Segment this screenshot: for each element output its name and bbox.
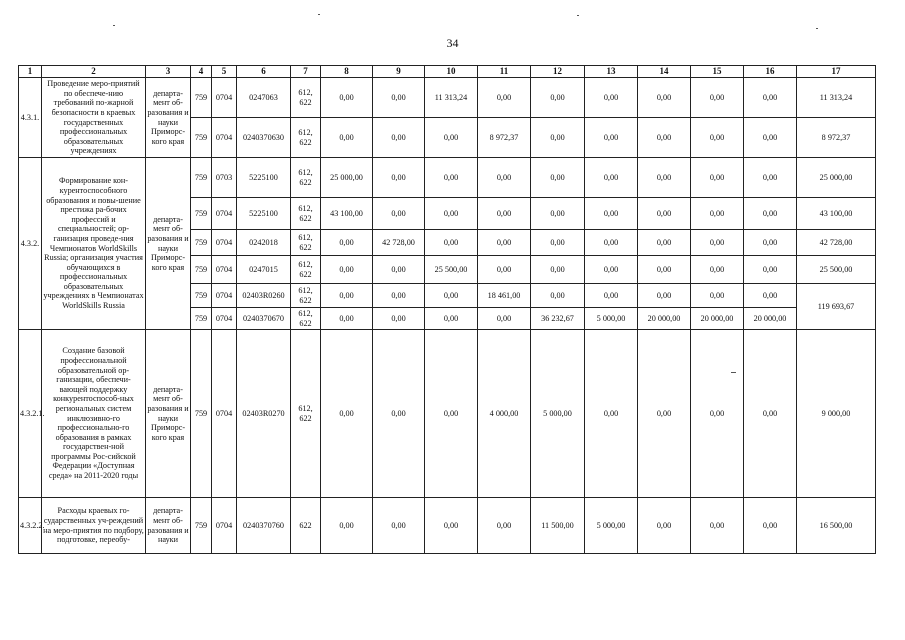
amount-cell: 0,00 [478, 308, 531, 330]
amount-cell: 0,00 [638, 198, 691, 230]
scan-speck [318, 14, 320, 15]
total-cell: 11 313,24 [797, 78, 876, 118]
code-cell: 759 [191, 198, 212, 230]
amount-cell: 0,00 [531, 230, 585, 256]
amount-cell: 0,00 [744, 230, 797, 256]
amount-cell: 0,00 [373, 308, 425, 330]
table-row [19, 498, 876, 554]
amount-cell: 8 972,37 [478, 118, 531, 158]
amount-cell: 0,00 [638, 158, 691, 198]
amount-cell: 0,00 [478, 230, 531, 256]
amount-cell: 0,00 [373, 284, 425, 308]
code-cell: 0704 [212, 284, 237, 308]
code-cell: 0242018 [237, 230, 291, 256]
amount-cell: 0,00 [373, 78, 425, 118]
code-cell: 612, 622 [291, 284, 321, 308]
header-cell: 9 [373, 66, 425, 78]
header-cell: 3 [146, 66, 191, 78]
code-cell: 759 [191, 308, 212, 330]
code-cell: 02403R0270 [237, 330, 291, 498]
header-cell: 17 [797, 66, 876, 78]
total-cell: 42 728,00 [797, 230, 876, 256]
code-cell: 0704 [212, 198, 237, 230]
code-cell: 0704 [212, 256, 237, 284]
scan-speck [577, 15, 579, 16]
budget-table [18, 65, 876, 554]
total-cell: 9 000,00 [797, 330, 876, 498]
executor-cell: департа-мент об-разования и науки Приморс-кого края [146, 330, 191, 498]
amount-cell: 0,00 [585, 284, 638, 308]
total-cell: 16 500,00 [797, 498, 876, 554]
code-cell: 612, 622 [291, 78, 321, 118]
item-number-cell: 4.3.1. [19, 78, 42, 158]
code-cell: 612, 622 [291, 158, 321, 198]
code-cell: 612, 622 [291, 308, 321, 330]
amount-cell: 0,00 [373, 198, 425, 230]
item-name-cell: Расходы краевых го-сударственных уч-реждений на меро-приятия по подбору, подготовке, переобу- [42, 498, 146, 554]
amount-cell: 5 000,00 [585, 498, 638, 554]
amount-cell: 0,00 [638, 256, 691, 284]
amount-cell: 0,00 [425, 230, 478, 256]
amount-cell: 0,00 [531, 198, 585, 230]
scan-speck [816, 28, 818, 29]
amount-cell: 0,00 [425, 498, 478, 554]
amount-cell: 0,00 [585, 256, 638, 284]
code-cell: 0247063 [237, 78, 291, 118]
header-cell: 12 [531, 66, 585, 78]
amount-cell: 0,00 [321, 256, 373, 284]
amount-cell: 0,00 [585, 78, 638, 118]
code-cell: 612, 622 [291, 118, 321, 158]
amount-cell: 42 728,00 [373, 230, 425, 256]
amount-cell: 0,00 [744, 256, 797, 284]
code-cell: 0704 [212, 308, 237, 330]
code-cell: 0703 [212, 158, 237, 198]
amount-cell: 0,00 [373, 158, 425, 198]
header-cell: 14 [638, 66, 691, 78]
amount-cell: 0,00 [478, 78, 531, 118]
scan-speck [113, 25, 115, 26]
total-cell: 25 500,00 [797, 256, 876, 284]
amount-cell: 0,00 [531, 284, 585, 308]
amount-cell: 11 313,24 [425, 78, 478, 118]
amount-cell: 5 000,00 [585, 308, 638, 330]
amount-cell: 20 000,00 [691, 308, 744, 330]
amount-cell: 25 500,00 [425, 256, 478, 284]
code-cell: 0704 [212, 78, 237, 118]
code-cell: 0240370670 [237, 308, 291, 330]
amount-cell: 0,00 [321, 330, 373, 498]
code-cell: 759 [191, 256, 212, 284]
amount-cell: 0,00 [531, 78, 585, 118]
amount-cell: 0,00 [638, 78, 691, 118]
amount-cell: 0,00 [691, 118, 744, 158]
amount-cell: 0,00 [691, 230, 744, 256]
amount-cell: 0,00 [691, 330, 744, 498]
amount-cell: 0,00 [531, 118, 585, 158]
amount-cell: 0,00 [531, 158, 585, 198]
amount-cell: 0,00 [321, 118, 373, 158]
code-cell: 5225100 [237, 198, 291, 230]
code-cell: 0704 [212, 330, 237, 498]
code-cell: 612, 622 [291, 256, 321, 284]
amount-cell: 0,00 [744, 498, 797, 554]
amount-cell: 0,00 [425, 308, 478, 330]
code-cell: 759 [191, 284, 212, 308]
amount-cell: 0,00 [373, 256, 425, 284]
amount-cell: 0,00 [425, 198, 478, 230]
amount-cell: 0,00 [585, 118, 638, 158]
amount-cell: 0,00 [638, 230, 691, 256]
amount-cell: 0,00 [691, 78, 744, 118]
code-cell: 0247015 [237, 256, 291, 284]
amount-cell: 0,00 [585, 330, 638, 498]
code-cell: 759 [191, 498, 212, 554]
code-cell: 759 [191, 230, 212, 256]
amount-cell: 0,00 [478, 198, 531, 230]
amount-cell: 0,00 [691, 198, 744, 230]
amount-cell: 0,00 [321, 78, 373, 118]
amount-cell: 0,00 [744, 330, 797, 498]
code-cell: 0240370630 [237, 118, 291, 158]
amount-cell: 0,00 [585, 230, 638, 256]
amount-cell: 0,00 [638, 498, 691, 554]
code-cell: 759 [191, 118, 212, 158]
header-row [19, 66, 876, 78]
item-name-cell: Проведение меро-приятий по обеспече-нию требований по-жарной безопасности в краевых государственных профессиональных образовательных учреждениях [42, 78, 146, 158]
header-cell: 6 [237, 66, 291, 78]
header-cell: 15 [691, 66, 744, 78]
code-cell: 759 [191, 78, 212, 118]
scan-speck [731, 372, 736, 373]
code-cell: 0240370760 [237, 498, 291, 554]
item-number-cell: 4.3.2.2. [19, 498, 42, 554]
amount-cell: 0,00 [321, 308, 373, 330]
amount-cell: 36 232,67 [531, 308, 585, 330]
header-cell: 5 [212, 66, 237, 78]
total-cell: 25 000,00 [797, 158, 876, 198]
header-cell: 8 [321, 66, 373, 78]
amount-cell: 0,00 [373, 118, 425, 158]
code-cell: 0704 [212, 498, 237, 554]
table-row [19, 330, 876, 498]
item-name-cell: Создание базовой профессиональной образовательной ор-ганизации, обеспечи-вающей поддержку конкурентоспособ-ных региональных систем инклюзивно-го профессионально-го образования в рамках государствен-ной программы Рос-сийской Федерации «Доступная среда» на 2011-2020 годы [42, 330, 146, 498]
amount-cell: 0,00 [691, 158, 744, 198]
code-cell: 622 [291, 498, 321, 554]
amount-cell: 0,00 [373, 330, 425, 498]
amount-cell: 0,00 [425, 284, 478, 308]
amount-cell: 0,00 [478, 158, 531, 198]
header-cell: 1 [19, 66, 42, 78]
header-cell: 10 [425, 66, 478, 78]
amount-cell: 0,00 [691, 498, 744, 554]
page-number: 34 [446, 36, 459, 50]
table-row [19, 78, 876, 118]
item-number-cell: 4.3.2.1. [19, 330, 42, 498]
amount-cell: 20 000,00 [744, 308, 797, 330]
amount-cell: 0,00 [425, 118, 478, 158]
item-number-cell: 4.3.2. [19, 158, 42, 330]
total-cell: 119 693,67 [797, 284, 876, 330]
amount-cell: 0,00 [744, 158, 797, 198]
amount-cell: 43 100,00 [321, 198, 373, 230]
code-cell: 759 [191, 158, 212, 198]
amount-cell: 0,00 [744, 198, 797, 230]
header-cell: 2 [42, 66, 146, 78]
amount-cell: 0,00 [425, 158, 478, 198]
amount-cell: 0,00 [478, 256, 531, 284]
amount-cell: 0,00 [585, 198, 638, 230]
header-cell: 13 [585, 66, 638, 78]
amount-cell: 4 000,00 [478, 330, 531, 498]
executor-cell: департа-мент об-разования и науки Приморс-кого края [146, 158, 191, 330]
total-cell: 43 100,00 [797, 198, 876, 230]
code-cell: 612, 622 [291, 198, 321, 230]
amount-cell: 0,00 [531, 256, 585, 284]
amount-cell: 0,00 [321, 284, 373, 308]
amount-cell: 5 000,00 [531, 330, 585, 498]
amount-cell: 0,00 [478, 498, 531, 554]
amount-cell: 0,00 [585, 158, 638, 198]
amount-cell: 20 000,00 [638, 308, 691, 330]
amount-cell: 0,00 [373, 498, 425, 554]
code-cell: 612, 622 [291, 330, 321, 498]
amount-cell: 0,00 [744, 78, 797, 118]
amount-cell: 0,00 [321, 498, 373, 554]
header-cell: 11 [478, 66, 531, 78]
amount-cell: 0,00 [321, 230, 373, 256]
amount-cell: 25 000,00 [321, 158, 373, 198]
header-cell: 16 [744, 66, 797, 78]
code-cell: 5225100 [237, 158, 291, 198]
item-name-cell: Формирование кон-курентоспособного образования и повы-шение престижа ра-бочих профессий и специальностей; ор-ганизация проведе-ния Чемпионатов WorldSkills Russia; организация участия обучающихся в профессиональных образовательных учреждениях в Чемпионатах WorldSkills Russia [42, 158, 146, 330]
amount-cell: 0,00 [691, 256, 744, 284]
amount-cell: 11 500,00 [531, 498, 585, 554]
amount-cell: 0,00 [691, 284, 744, 308]
executor-cell: департа-мент об-разования и науки Приморс-кого края [146, 78, 191, 158]
amount-cell: 0,00 [744, 118, 797, 158]
amount-cell: 0,00 [638, 284, 691, 308]
amount-cell: 0,00 [638, 118, 691, 158]
amount-cell: 0,00 [425, 330, 478, 498]
amount-cell: 18 461,00 [478, 284, 531, 308]
table-row [19, 158, 876, 198]
code-cell: 02403R0260 [237, 284, 291, 308]
amount-cell: 0,00 [638, 330, 691, 498]
executor-cell: департа-мент об-разования и науки [146, 498, 191, 554]
header-cell: 7 [291, 66, 321, 78]
code-cell: 0704 [212, 230, 237, 256]
header-cell: 4 [191, 66, 212, 78]
code-cell: 759 [191, 330, 212, 498]
code-cell: 0704 [212, 118, 237, 158]
code-cell: 612, 622 [291, 230, 321, 256]
total-cell: 8 972,37 [797, 118, 876, 158]
amount-cell: 0,00 [744, 284, 797, 308]
